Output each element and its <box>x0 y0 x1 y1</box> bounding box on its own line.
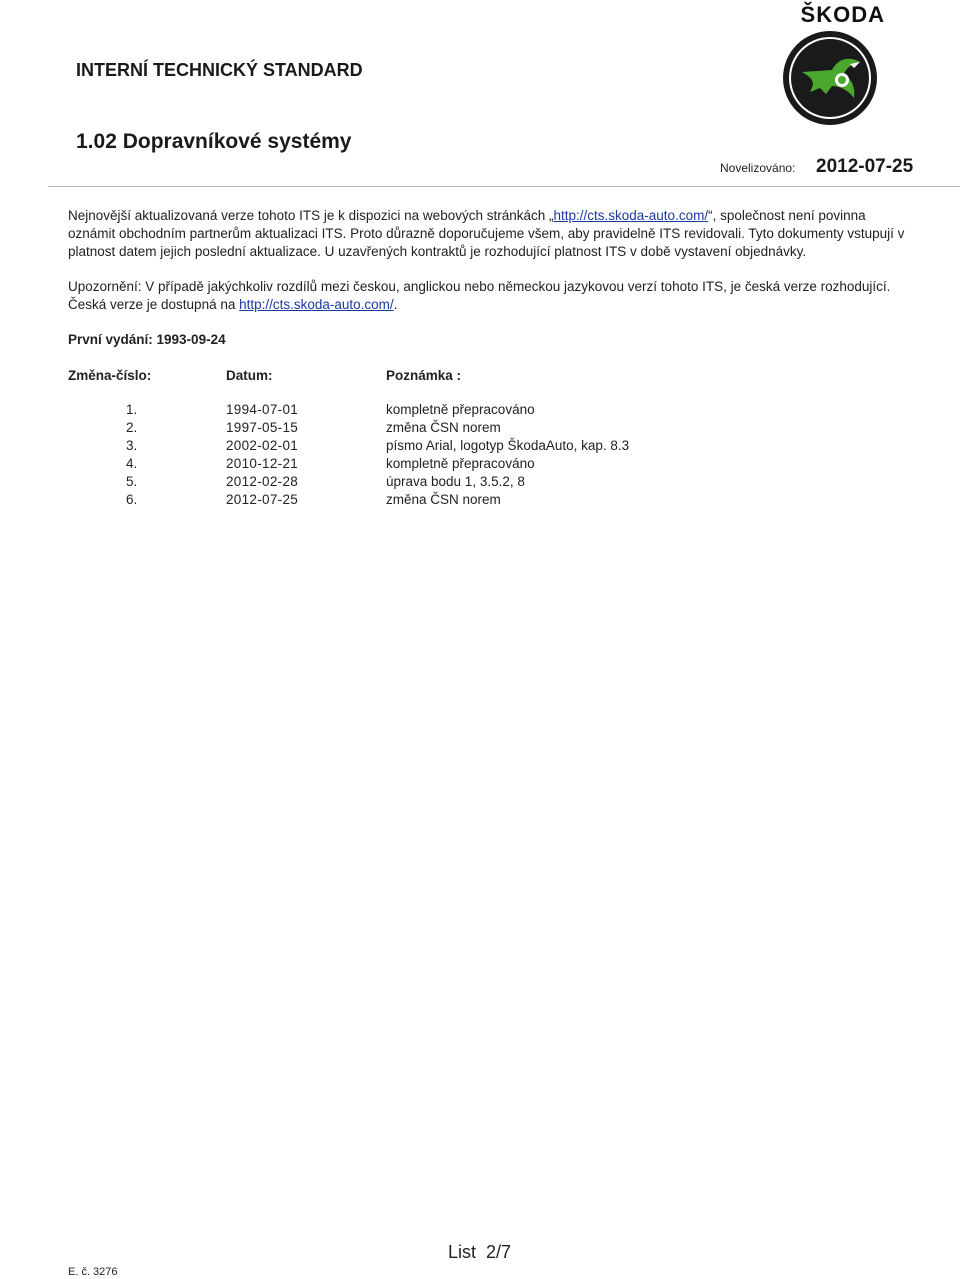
change-note: úprava bodu 1, 3.5.2, 8 <box>386 474 525 489</box>
change-row <box>0 492 960 510</box>
change-row <box>0 456 960 474</box>
change-date: 2010-12-21 <box>226 456 299 471</box>
change-number: 5. <box>126 474 138 489</box>
page-number: List 2/7 <box>448 1242 512 1262</box>
notice-text-start: Upozornění: V případě jakýchkoliv rozdílů mezi českou, anglickou nebo německou jazykovou verzí tohoto ITS, je česká verze rozhodující. Česká verze je dostupná na <box>68 279 891 312</box>
header-divider <box>48 186 960 187</box>
change-note: změna ČSN norem <box>386 420 501 435</box>
change-note-header: Poznámka : <box>386 368 462 383</box>
change-date: 2012-02-28 <box>226 474 299 489</box>
change-number: 6. <box>126 492 138 507</box>
change-note: změna ČSN norem <box>386 492 501 507</box>
change-date: 2012-07-25 <box>226 492 299 507</box>
change-row <box>0 474 960 492</box>
change-row <box>0 402 960 420</box>
change-date: 1994-07-01 <box>226 402 299 417</box>
change-date: 2002-02-01 <box>226 438 299 453</box>
revised-date: 2012-07-25 <box>816 156 914 177</box>
notice-text-end: . <box>393 297 398 312</box>
change-number: 4. <box>126 456 138 471</box>
change-number: 3. <box>126 438 138 453</box>
cts-link[interactable]: http://cts.skoda-auto.com/ <box>553 208 709 223</box>
change-number-header: Změna-číslo: <box>68 368 152 383</box>
change-number: 1. <box>126 402 138 417</box>
change-note: kompletně přepracováno <box>386 456 535 471</box>
first-issue: První vydání: 1993-09-24 <box>68 332 226 347</box>
availability-paragraph <box>68 207 908 261</box>
page-title: 1.02 Dopravníkové systémy <box>76 130 352 153</box>
availability-text-end: “, společnost není povinna oznámit obchodním partnerům aktualizaci ITS. Proto důrazně doporučujeme všem, aby pravidelně ITS revidovali. Tyto dokumenty vstupují v platnost datem jejich poslední aktualizace. U uzavřených kontraktů je rozhodující platnost ITS v době vystavení objednávky. <box>68 208 905 259</box>
notice-paragraph <box>68 278 908 314</box>
change-date-header: Datum: <box>226 368 273 383</box>
change-note: kompletně přepracováno <box>386 402 535 417</box>
change-date: 1997-05-15 <box>226 420 299 435</box>
change-note: písmo Arial, logotyp ŠkodaAuto, kap. 8.3 <box>386 438 630 453</box>
availability-text-start: Nejnovější aktualizovaná verze tohoto ITS je k dispozici na webových stránkách „ <box>68 208 554 223</box>
change-row <box>0 438 960 456</box>
document-type: INTERNÍ TECHNICKÝ STANDARD <box>76 60 363 80</box>
change-list <box>0 402 960 510</box>
document-number: E. č. 3276 <box>68 1266 118 1278</box>
skoda-logo-icon <box>780 28 880 128</box>
change-number: 2. <box>126 420 138 435</box>
revised-label: Novelizováno: <box>720 161 796 175</box>
change-row <box>0 420 960 438</box>
brand-wordmark: ŠKODA <box>800 2 885 27</box>
cts-link-2[interactable]: http://cts.skoda-auto.com/ <box>239 297 394 312</box>
